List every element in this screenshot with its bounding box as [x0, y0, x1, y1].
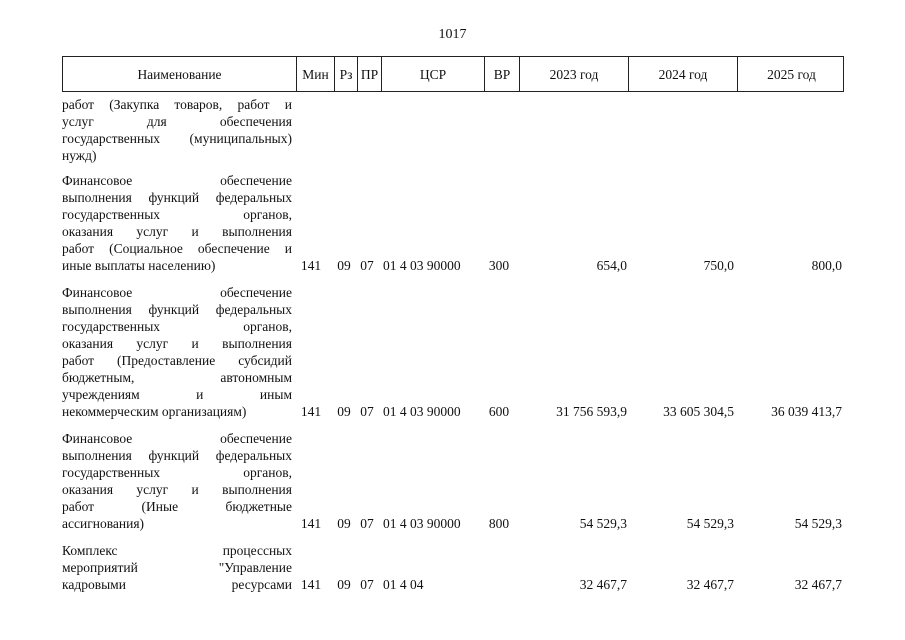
name-line: Комплекс процессных [62, 543, 292, 558]
cell-rz: 09 [337, 516, 351, 531]
cell-pr: 07 [360, 516, 374, 531]
cell-pr: 07 [360, 577, 374, 592]
name-line: иные выплаты населению) [62, 258, 216, 273]
name-line: выполнения функций федеральных [62, 302, 292, 317]
name-line: работ (Иные бюджетные [62, 499, 292, 514]
name-line: оказания услуг и выполнения [62, 224, 292, 239]
table-row-name [62, 96, 292, 164]
name-line: нужд) [62, 148, 97, 163]
cell-rz: 09 [337, 577, 351, 592]
cell-vr: 800 [488, 516, 510, 531]
header-2023: 2023 год [519, 57, 628, 91]
cell-csr: 01 4 04 [383, 577, 424, 592]
name-line: услуг для обеспечения [62, 114, 292, 129]
cell-2023: 654,0 [596, 258, 627, 273]
name-line: оказания услуг и выполнения [62, 336, 292, 351]
cell-2025: 800,0 [811, 258, 842, 273]
header-pr: ПР [357, 57, 381, 91]
name-line: учреждениям и иным [62, 387, 292, 402]
page-number: 1017 [438, 27, 467, 42]
cell-min: 141 [300, 404, 322, 419]
name-line: работ (Предоставление субсидий [62, 353, 292, 368]
cell-2023: 32 467,7 [579, 577, 627, 592]
cell-pr: 07 [360, 258, 374, 273]
cell-2024: 750,0 [703, 258, 734, 273]
header-vr: ВР [484, 57, 519, 91]
header-name: Наименование [137, 67, 222, 82]
name-line: бюджетным, автономным [62, 370, 292, 385]
cell-csr: 01 4 03 90000 [383, 258, 461, 273]
name-line: государственных органов, [62, 465, 292, 480]
cell-2025: 54 529,3 [794, 516, 842, 531]
name-line: Финансовое обеспечение [62, 173, 292, 188]
table-header [62, 56, 844, 92]
table-row-name [62, 542, 292, 593]
name-line: работ (Закупка товаров, работ и [62, 97, 292, 112]
cell-vr: 300 [488, 258, 510, 273]
name-line: государственных органов, [62, 319, 292, 334]
name-line: государственных органов, [62, 207, 292, 222]
cell-2025: 32 467,7 [794, 577, 842, 592]
name-line: работ (Социальное обеспечение и [62, 241, 292, 256]
cell-rz: 09 [337, 258, 351, 273]
cell-pr: 07 [360, 404, 374, 419]
cell-vr: 600 [488, 404, 510, 419]
cell-2024: 32 467,7 [686, 577, 734, 592]
table-row-name [62, 284, 292, 420]
cell-min: 141 [300, 258, 322, 273]
cell-2023: 31 756 593,9 [556, 404, 627, 419]
header-2025: 2025 год [737, 57, 845, 91]
cell-min: 141 [300, 577, 322, 592]
name-line: государственных (муниципальных) [62, 131, 292, 146]
name-line: кадровыми ресурсами [62, 577, 292, 592]
table-row-name [62, 172, 292, 274]
cell-csr: 01 4 03 90000 [383, 404, 461, 419]
cell-min: 141 [300, 516, 322, 531]
name-line: ассигнования) [62, 516, 145, 531]
header-csr: ЦСР [381, 57, 484, 91]
table-row-name [62, 430, 292, 532]
cell-2025: 36 039 413,7 [771, 404, 842, 419]
name-line: оказания услуг и выполнения [62, 482, 292, 497]
cell-2024: 54 529,3 [686, 516, 734, 531]
cell-rz: 09 [337, 404, 351, 419]
header-2024: 2024 год [628, 57, 737, 91]
name-line: выполнения функций федеральных [62, 448, 292, 463]
header-min: Мин [296, 57, 334, 91]
name-line: Финансовое обеспечение [62, 285, 292, 300]
name-line: Финансовое обеспечение [62, 431, 292, 446]
name-line: мероприятий "Управление [62, 560, 292, 575]
cell-csr: 01 4 03 90000 [383, 516, 461, 531]
cell-2023: 54 529,3 [579, 516, 627, 531]
name-line: выполнения функций федеральных [62, 190, 292, 205]
name-line: некоммерческим организациям) [62, 404, 247, 419]
cell-2024: 33 605 304,5 [663, 404, 734, 419]
header-rz: Рз [334, 57, 357, 91]
